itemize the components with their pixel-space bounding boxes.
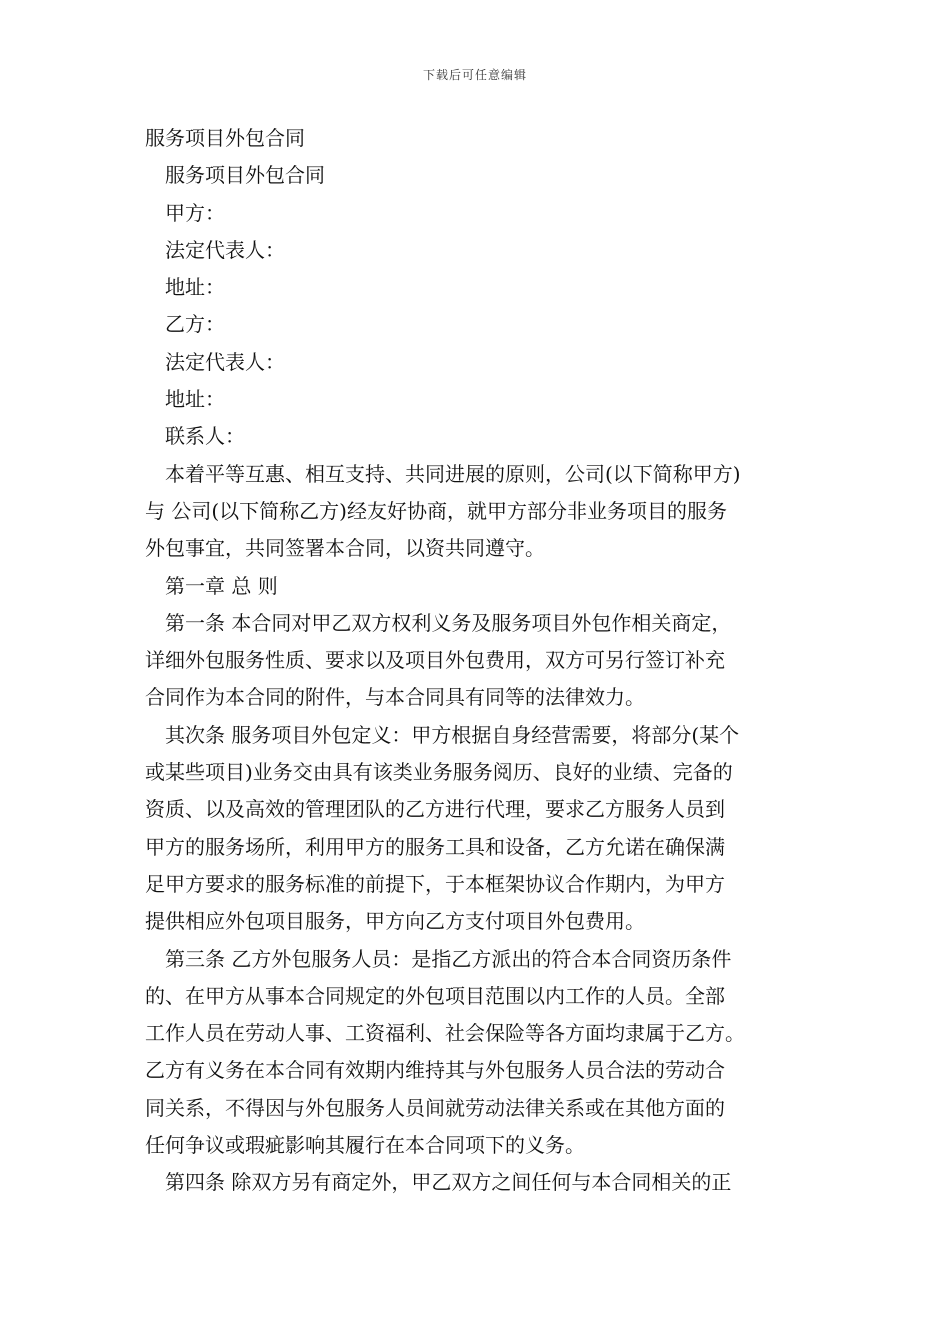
party-b-label: 乙方： [165, 312, 225, 337]
document-title: 服务项目外包合同 [145, 126, 305, 150]
article-line: 同关系，不得因与外包服务人员间就劳动法律关系或在其他方面的 [145, 1095, 725, 1120]
article-line: 第一条 本合同对甲乙双方权利义务及服务项目外包作相关商定， [165, 610, 732, 635]
party-a-label: 甲方： [165, 200, 225, 225]
party-a-representative-label: 法定代表人： [165, 237, 285, 262]
article-line: 或某些项目)业务交由具有该类业务服务阅历、良好的业绩、完备的 [145, 760, 733, 785]
document-subtitle: 服务项目外包合同 [165, 163, 325, 188]
article-line: 足甲方要求的服务标准的前提下，于本框架协议合作期内，为甲方 [145, 871, 725, 896]
party-b-address-label: 地址： [165, 387, 225, 412]
article-2-paragraph [145, 717, 815, 941]
article-1-paragraph [145, 605, 815, 717]
article-line: 其次条 服务项目外包定义：甲方根据自身经营需要，将部分(某个 [165, 722, 740, 747]
article-line: 提供相应外包项目服务，甲方向乙方支付项目外包费用。 [145, 909, 645, 934]
article-line: 甲方的服务场所，利用甲方的服务工具和设备，乙方允诺在确保满 [145, 834, 725, 859]
article-line: 任何争议或瑕疵影响其履行在本合同项下的义务。 [145, 1133, 585, 1158]
preamble-line: 外包事宜，共同签署本合同，以资共同遵守。 [145, 536, 545, 561]
contract-document [145, 120, 815, 1202]
page-header-note: 下载后可任意编辑 [422, 68, 527, 82]
article-line: 第四条 除双方另有商定外，甲乙双方之间任何与本合同相关的正 [165, 1170, 732, 1195]
preamble-line: 与 公司(以下简称乙方)经友好协商，就甲方部分非业务项目的服务 [145, 498, 727, 523]
preamble-paragraph [145, 456, 815, 568]
party-b-representative-label: 法定代表人： [165, 349, 285, 374]
article-line: 详细外包服务性质、要求以及项目外包费用，双方可另行签订补充 [145, 648, 725, 673]
article-line: 的、在甲方从事本合同规定的外包项目范围以内工作的人员。全部 [145, 983, 725, 1008]
article-3-paragraph [145, 941, 815, 1165]
article-line: 第三条 乙方外包服务人员：是指乙方派出的符合本合同资历条件 [165, 946, 732, 971]
article-line: 乙方有义务在本合同有效期内维持其与外包服务人员合法的劳动合 [145, 1058, 725, 1083]
preamble-line: 本着平等互惠、相互支持、共同进展的原则，公司(以下简称甲方) [165, 461, 741, 486]
chapter-heading: 第一章 总 则 [165, 573, 278, 598]
article-4-paragraph [145, 1164, 815, 1201]
article-line: 工作人员在劳动人事、工资福利、社会保险等各方面均隶属于乙方。 [145, 1021, 745, 1046]
contact-label: 联系人： [165, 424, 245, 449]
article-line: 资质、以及高效的管理团队的乙方进行代理，要求乙方服务人员到 [145, 797, 725, 822]
party-a-address-label: 地址： [165, 275, 225, 300]
article-line: 合同作为本合同的附件，与本合同具有同等的法律效力。 [145, 685, 645, 710]
